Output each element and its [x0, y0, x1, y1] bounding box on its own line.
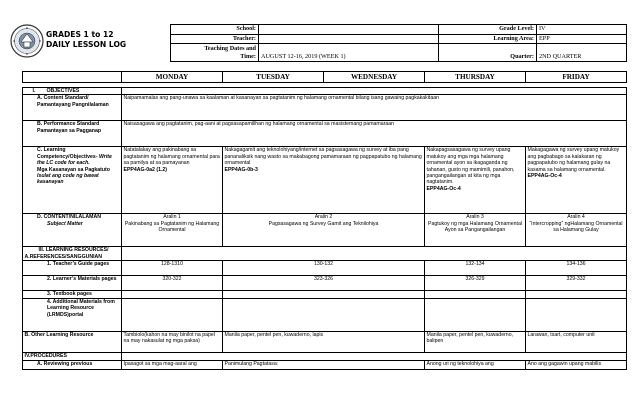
content-friday — [526, 214, 627, 247]
objectives-blank — [122, 88, 627, 95]
competency-friday-text: Makagagawa ng survey upang matukoy ang pagbabago sa kalakaran ng pagpapatubo ng halamang gulay na kasama sa halamang ornamental. — [527, 147, 620, 173]
competency-label-1: Learning Competency/Objectives- — [37, 147, 98, 160]
dates-value: AUGUST 12-16, 2019 (WEEK 1) — [259, 44, 439, 62]
log-title — [46, 30, 126, 50]
grade-level-label: Grade Level: — [439, 25, 537, 35]
content-friday-title: “Intercropping” ngHalamang Ornamental sa Halamang Gulay — [529, 220, 623, 234]
day-tuesday: TUESDAY — [223, 72, 324, 83]
content-thursday-lesson: Aralin 3 — [466, 214, 484, 221]
header-info-table — [170, 24, 627, 62]
content-label: CONTENT/NILALAMAN — [43, 214, 101, 221]
day-wednesday: WEDNESDAY — [324, 72, 425, 83]
resources-heading-row — [23, 247, 627, 261]
competency-label-2: Write the LC code for each. — [37, 153, 112, 167]
review-friday: Ano ang gagawin upang mabilis — [526, 360, 627, 369]
content-label-cell — [23, 214, 122, 247]
other-resources-monday: Tambiolo(kahon na may binilot na papel na may nakasulat ng mga paksa) — [122, 331, 223, 352]
competency-monday-text: Natatalakay ang pakinabang sa pagtatanim ng halamang ornamental para sa pamilya at sa pamayanan — [123, 147, 220, 167]
content-standard-label-cell — [23, 95, 122, 121]
lesson-log-table — [22, 87, 627, 370]
teachers-guide-label: Teacher’s Guide pages — [52, 261, 110, 268]
additional-materials-label: Additional Materials from Learning Resource (LRMDS)portal — [47, 298, 115, 318]
content-thursday — [425, 214, 526, 247]
competency-tue-wed-text: Nakagagamit ang teknolohiyang/internet sa pagsasagawa ng survey at iba pang pananaliksik nang wasto sa makabagong pamamaraan ng pagpapatubo ng halamang ornamental — [224, 147, 422, 167]
learners-materials-tue-wed: 323-326 — [223, 276, 425, 291]
objectives-num: I. — [32, 88, 36, 94]
competency-label-3: Mga Kasanayan sa Pagkatuto — [37, 166, 110, 173]
textbook-thursday — [425, 291, 526, 298]
teachers-guide-friday: 134-136 — [526, 261, 627, 276]
content-standard-text: Naipamamalas ang pang-unawa sa kaalaman at kasanayan sa pagtatanim ng halamang ornamental bilang isang gawaing pagkakakitaan — [122, 95, 627, 121]
dates-label-line-1: Teaching Dates and — [204, 44, 256, 52]
content-tue-wed-lesson: Aralin 2 — [314, 214, 333, 221]
resources-heading-1: III. LEARNING RESOURCES/ — [38, 247, 109, 254]
other-resources-tue-wed: Manila paper, pentel pen, kuwaderno, lapis — [223, 331, 425, 352]
content-monday-title: Pakinabang sa Pagtatanim ng Halamang Ornamental — [124, 220, 220, 234]
content-tue-wed-title: Pagsasagawa ng Survey Gamit ang Teknilohiya — [268, 220, 379, 227]
additional-materials-label-cell — [23, 298, 122, 331]
day-header-table — [22, 71, 627, 83]
learners-materials-thursday: 326-329 — [425, 276, 526, 291]
learners-materials-label: Learner’s Materials pages — [52, 276, 117, 283]
review-thursday: Anong uri ng teknolohiya ang — [425, 360, 526, 369]
dates-label-line-2: Time: — [240, 52, 256, 60]
quarter-label: Quarter: — [439, 44, 537, 62]
content-monday-lesson: Aralin 1 — [163, 214, 181, 221]
review-label-cell — [23, 360, 122, 369]
day-thursday: THURSDAY — [425, 72, 526, 83]
textbook-row — [23, 291, 627, 298]
day-header-blank — [23, 72, 122, 83]
textbook-monday — [122, 291, 223, 298]
learners-materials-row — [23, 276, 627, 291]
content-thursday-title: Pagtukoy ng mga Halamang Ornamental Ayon sa Pangangailangan — [427, 220, 522, 234]
competency-letter: C. — [37, 147, 43, 154]
deped-seal-icon — [10, 24, 44, 58]
teachers-guide-monday: 128-1310 — [122, 261, 223, 276]
content-standard-label: Content Standard/ Pamantayang Pangnilalaman — [37, 95, 109, 108]
teachers-guide-label-cell — [23, 261, 122, 276]
additional-materials-friday — [526, 298, 627, 331]
teachers-guide-tue-wed: 130-132 — [223, 261, 425, 276]
textbook-num: 3. — [47, 291, 52, 298]
school-label: School: — [171, 25, 259, 35]
competency-label-cell — [23, 147, 122, 214]
textbook-tue-wed — [223, 291, 425, 298]
learners-materials-friday: 329-332 — [526, 276, 627, 291]
day-friday: FRIDAY — [526, 72, 627, 83]
procedures-heading: IV.PROCEDURES — [23, 352, 122, 360]
content-monday — [122, 214, 223, 247]
learning-area-label: Learning Area: — [439, 34, 537, 44]
performance-standard-letter: B. — [37, 121, 43, 128]
additional-materials-tue-wed — [223, 298, 425, 331]
other-resources-label: B. Other Learning Resource — [23, 331, 122, 352]
teacher-label: Teacher: — [171, 34, 259, 44]
grade-level-value: IV — [537, 25, 627, 35]
additional-materials-num: 4. — [47, 298, 52, 305]
content-row — [23, 214, 627, 247]
teacher-value — [259, 34, 439, 44]
review-monday: Ipasagot sa mga mag-aaral ang — [122, 360, 223, 369]
review-letter: A. — [37, 360, 43, 367]
title-line-1: GRADES 1 to 12 — [46, 30, 114, 39]
learners-materials-label-cell — [23, 276, 122, 291]
competency-row — [23, 147, 627, 214]
teachers-guide-num: 1. — [47, 261, 52, 268]
content-standard-letter: A. — [37, 95, 43, 102]
resources-heading-2: A.REFERENCES/SANGGUNIAN — [24, 253, 103, 260]
other-resources-friday: Larawan, tsart, computer unit — [526, 331, 627, 352]
review-tue-wed: Panimulang Pagtatasa: — [223, 360, 425, 369]
performance-standard-label-cell — [23, 121, 122, 147]
competency-tuesday-wednesday — [223, 147, 425, 214]
performance-standard-text: Naisasagawa ang pagtatanim, pag-aani at pagsasapamilihan ng halamang ornamental sa masistemang pamamaraan — [122, 121, 627, 147]
quarter-value: 2ND QUARTER — [537, 44, 627, 62]
textbook-label-cell — [23, 291, 122, 298]
additional-materials-monday — [122, 298, 223, 331]
teachers-guide-thursday: 132-134 — [425, 261, 526, 276]
teachers-guide-row — [23, 261, 627, 276]
learners-materials-num: 2. — [47, 276, 52, 283]
objectives-heading — [23, 88, 122, 95]
resources-heading-cell — [23, 247, 122, 261]
competency-thursday-code: EPP4AG-Oc-4 — [426, 185, 461, 192]
other-resources-row — [23, 331, 627, 352]
objectives-label: OBJECTIVES — [46, 88, 80, 94]
school-value — [259, 25, 439, 35]
procedures-heading-row — [23, 352, 627, 360]
textbook-friday — [526, 291, 627, 298]
title-line-2: DAILY LESSON LOG — [46, 40, 127, 49]
competency-tue-wed-code: EPP4AG-0b-3 — [224, 166, 258, 173]
competency-thursday — [425, 147, 526, 214]
content-letter: D. — [37, 214, 43, 221]
competency-monday-code: EPP4AG-0a2 (1.2) — [123, 166, 168, 173]
competency-friday-code: EPP4AG-Oc-4 — [527, 173, 562, 180]
additional-materials-row — [23, 298, 627, 331]
performance-standard-label: Performance Standard Pamantayan sa Pagganap — [37, 121, 102, 134]
dates-label — [171, 44, 259, 62]
textbook-label: Textbook pages — [52, 291, 92, 298]
review-row — [23, 360, 627, 369]
resources-heading-blank — [122, 247, 627, 261]
procedures-heading-blank — [122, 352, 627, 360]
objectives-row — [23, 88, 627, 95]
competency-friday — [526, 147, 627, 214]
competency-thursday-text: Nakapagsasagawa ng survey upang matukoy ang mga mga halamang ornamental ayon sa ikagaganda ng tahanan, gusto ng mamimili, panahon, pangangailangan at kita ng mga nagtatanim. — [426, 147, 515, 186]
learners-materials-monday: 320-322 — [122, 276, 223, 291]
additional-materials-thursday — [425, 298, 526, 331]
competency-label-4: Isulat ang code ng bawat kasanayan — [37, 173, 99, 186]
day-monday: MONDAY — [122, 72, 223, 83]
review-label: Reviewing previous — [43, 360, 93, 367]
content-label-2: Subject Matter — [47, 220, 83, 227]
content-friday-lesson: Aralin 4 — [567, 214, 585, 221]
other-resources-thursday: Manila paper, pentel pen, kuwaderno, balipen — [425, 331, 526, 352]
learning-area-value: EPP — [537, 34, 627, 44]
performance-standard-row — [23, 121, 627, 147]
content-tuesday-wednesday — [223, 214, 425, 247]
content-standard-row — [23, 95, 627, 121]
competency-monday — [122, 147, 223, 214]
